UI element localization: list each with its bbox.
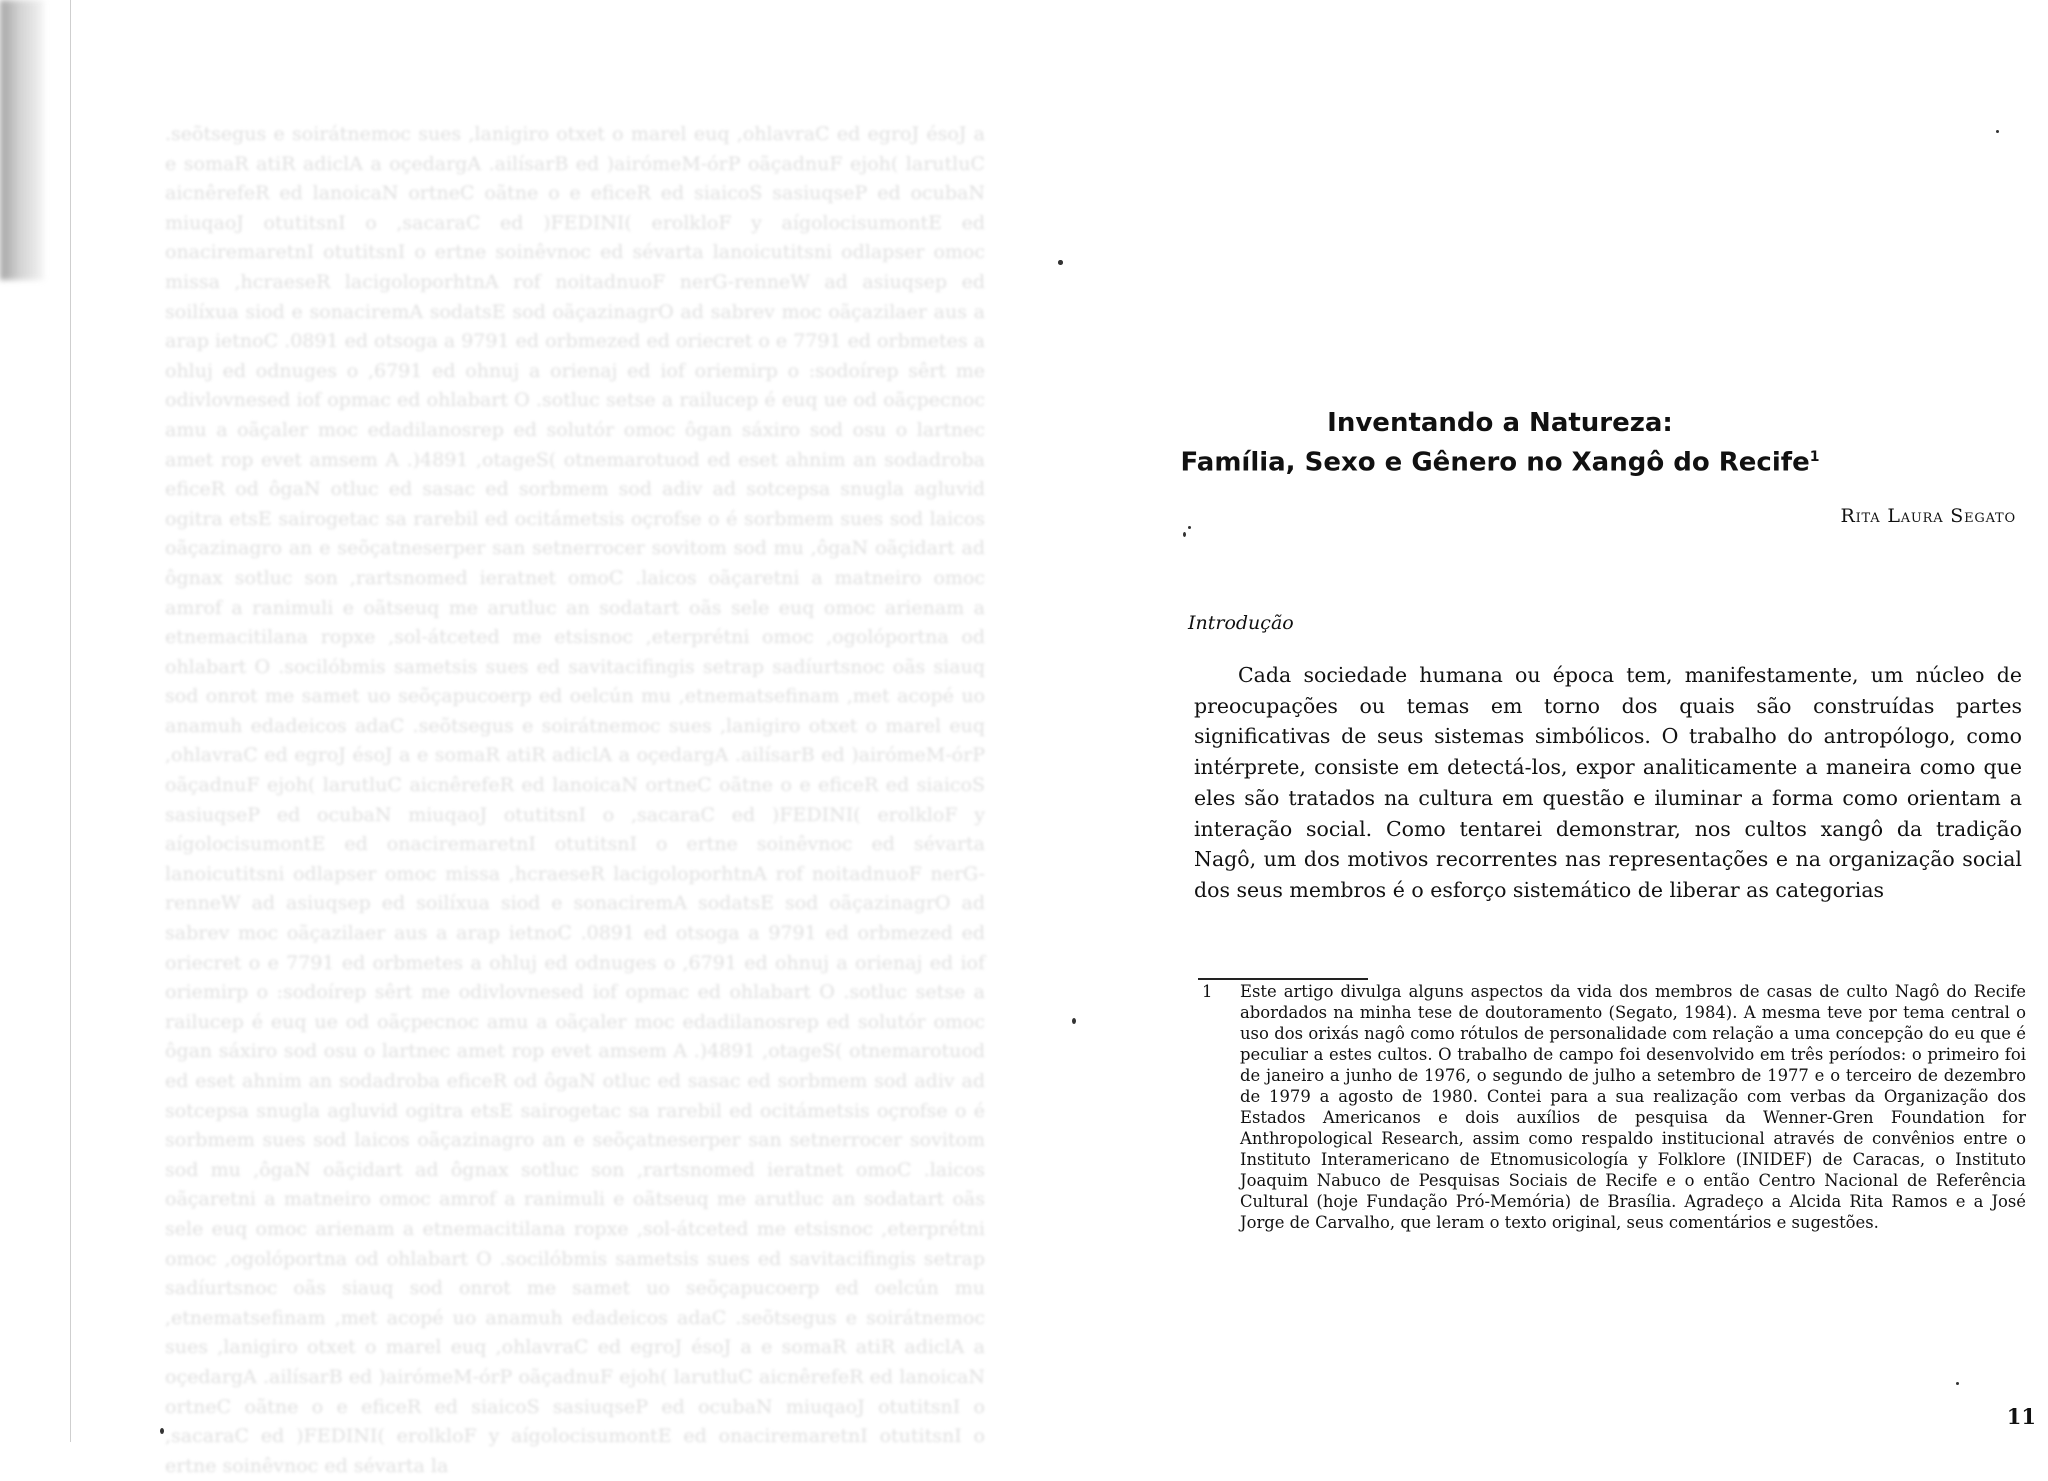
bleed-through-texture: .seõtsegus e soirátnemoc sues ,lanigiro otxet o marel euq ,ohlavraC ed egroJ ésoJ a e somaR atiR adiclA a oçedargA .ailísarB ed )airómeM-órP oãçadnuF ejoh( larutluC aicnêrefeR ed lanoicaN ortneC oãtne o e eficeR ed siaicoS sasiuqseP ed ocubaN miuqaoJ otutitsnI o ,sacaraC ed )FEDINI( erolkloF y aígolocisumontE ed onaciremaretnI otutitsnI o ertne soinêvnoc ed sévarta lanoicutitsni odlapser omoc missa ,hcraeseR lacigoloporhtnA rof noitadnuoF nerG-renneW ad asiuqsep ed soilíxua siod e sonaciremA sodatsE sod oãçazinagrO ad sabrev moc oãçazilaer aus a arap ietnoC .0891 ed otsoga a 9791 ed orbmezed ed oriecret o e 7791 ed orbmetes a ohluj ed odnuges o ,6791 ed ohnuj a orienaj ed iof oriemirp o :sodoírep sêrt me odivlovnesed iof opmac ed ohlabart O .sotluc setse a railucep é euq ue od oãçpecnoc amu a oãçaler moc edadilanosrep ed solutór omoc ôgan sáxiro sod osu o lartnec amet rop evet amsem A .)4891 ,otageS( otnemarotuod ed eset ahnim an sodadroba eficeR od ôgaN otluc ed sasac ed sorbmem sod adiv ad sotcepsa snugla agluvid ogitra etsE sairogetac sa rarebil ed ocitámetsis oçrofse o é sorbmem sues sod laicos oãçazinagro an e seõçatneserper san setnerrocer sovitom sod mu ,ôgaN oãçidart ad ôgnax sotluc son ,rartsnomed ieratnet omoC .laicos oãçaretni a matneiro omoc amrof a ranimuli e oãtseuq me arutluc an sodatart oãs sele euq omoc arienam a etnemacitilana ropxe ,sol-átceted me etsisnoc ,eterprétni omoc ,ogolóportna od ohlabart O .socilóbmis sametsis sues ed savitacifingis setrap sadíurtsnoc oãs siauq sod onrot me samet uo seõçapucoerp ed oelcún mu ,etnematsefinam ,met acopé uo anamuh edadeicos adaC .seõtsegus e soirátnemoc sues ,lanigiro otxet o marel euq ,ohlavraC ed egroJ ésoJ a e somaR atiR adiclA a oçedargA .ailísarB ed )airómeM-órP oãçadnuF ejoh( larutluC aicnêrefeR ed lanoicaN ortneC oãtne o e eficeR ed siaicoS sasiuqseP ed ocubaN miuqaoJ otutitsnI o ,sacaraC ed )FEDINI( erolkloF y aígolocisumontE ed onaciremaretnI otutitsnI o ertne soinêvnoc ed sévarta lanoicutitsni odlapser omoc missa ,hcraeseR lacigoloporhtnA rof noitadnuoF nerG-renneW ad asiuqsep ed soilíxua siod e sonaciremA sodatsE sod oãçazinagrO ad sabrev moc oãçazilaer aus a arap ietnoC .0891 ed otsoga a 9791 ed orbmezed ed oriecret o e 7791 ed orbmetes a ohluj ed odnuges o ,6791 ed ohnuj a orienaj ed iof oriemirp o :sodoírep sêrt me odivlovnesed iof opmac ed ohlabart O .sotluc setse a railucep é euq ue od oãçpecnoc amu a oãçaler moc edadilanosrep ed solutór omoc ôgan sáxiro sod osu o lartnec amet rop evet amsem A .)4891 ,otageS( otnemarotuod ed eset ahnim an sodadroba eficeR od ôgaN otluc ed sasac ed sorbmem sod adiv ad sotcepsa snugla agluvid ogitra etsE sairogetac sa rarebil ed ocitámetsis oçrofse o é sorbmem sues sod laicos oãçazinagro an e seõçatneserper san setnerrocer sovitom sod mu ,ôgaN oãçidart ad ôgnax sotluc son ,rartsnomed ieratnet omoC .laicos oãçaretni a matneiro omoc amrof a ranimuli e oãtseuq me arutluc an sodatart oãs sele euq omoc arienam a etnemacitilana ropxe ,sol-átceted me etsisnoc ,eterprétni omoc ,ogolóportna od ohlabart O .socilóbmis sametsis sues ed savitacifingis setrap sadíurtsnoc oãs siauq sod onrot me samet uo seõçapucoerp ed oelcún mu ,etnematsefinam ,met acopé uo anamuh edadeicos adaC .seõtsegus e soirátnemoc sues ,lanigiro otxet o marel euq ,ohlavraC ed egroJ ésoJ a e somaR atiR adiclA a oçedargA .ailísarB ed )airómeM-órP oãçadnuF ejoh( larutluC aicnêrefeR ed lanoicaN ortneC oãtne o e eficeR ed siaicoS sasiuqseP ed ocubaN miuqaoJ otutitsnI o ,sacaraC ed )FEDINI( erolkloF y aígolocisumontE ed onaciremaretnI otutitsnI o ertne soinêvnoc ed sévarta la: [165, 123, 985, 1477]
footnote-text: Este artigo divulga alguns aspectos da vida dos membros de casas de culto Nagô do Recife abordados na minha tese de doutoramento (Segato, 1984). A mesma teve por tema central o uso dos orixás nagô como rótulos de personalidade com relação a uma concepção do eu que é peculiar a estes cultos. O trabalho de campo foi desenvolvido em três períodos: o primeiro foi de janeiro a junho de 1976, o segundo de julho a setembro de 1977 e o terceiro de dezembro de 1979 a agosto de 1980. Contei para a sua realização com verbas da Organização dos Estados Americanos e dois auxílios de pesquisa da Wenner-Gren Foundation for Anthropological Research, assim como respaldo institucional através de convênios entre o Instituto Interamericano de Etnomusicología y Folklore (INIDEF) de Caracas, o Instituto Joaquim Nabuco de Pesquisas Sociais de Recife e o então Centro Nacional de Referência Cultural (hoje Fundação Pró-Memória) de Brasília. Agradeço a Alcida Rita Ramos e a José Jorge de Carvalho, que leram o texto original, seus comentários e sugestões.: [1240, 982, 2026, 1232]
page-number: 11: [2006, 1404, 2036, 1429]
author-name: Rita Laura Segato: [1840, 505, 2016, 527]
binding-shadow: [0, 0, 44, 280]
scan-speck: [160, 1428, 164, 1434]
footnote-divider: [1198, 978, 1368, 980]
title-line-2-text: Família, Sexo e Gênero no Xangô do Recife: [1180, 447, 1810, 478]
title-line-1: Inventando a Natureza:: [1327, 408, 1673, 438]
left-page-bleed-through: [0, 0, 1010, 1477]
footnote: [1198, 981, 2026, 1233]
title-footnote-marker: 1: [1809, 449, 1820, 465]
section-heading: Introdução: [1188, 612, 1294, 634]
title-line-2: [1180, 440, 1820, 480]
footnote-number: 1: [1202, 982, 1213, 1001]
binding-edge: [70, 0, 71, 1442]
article-title: [1180, 406, 1820, 480]
body-paragraph: Cada sociedade humana ou época tem, manifestamente, um núcleo de preocupações ou temas em torno dos quais são construídas partes significativas de seus sistemas simbólicos. O trabalho do antropólogo, como intérprete, consiste em detectá-los, expor analiticamente a maneira como que eles são tratados na cultura em questão e iluminar a forma como orientam a interação social. Como tentarei demonstrar, nos cultos xangô da tradição Nagô, um dos motivos recorrentes nas representações e na organização social dos seus membros é o esforço sistemático de liberar as categorias: [1194, 663, 2022, 902]
